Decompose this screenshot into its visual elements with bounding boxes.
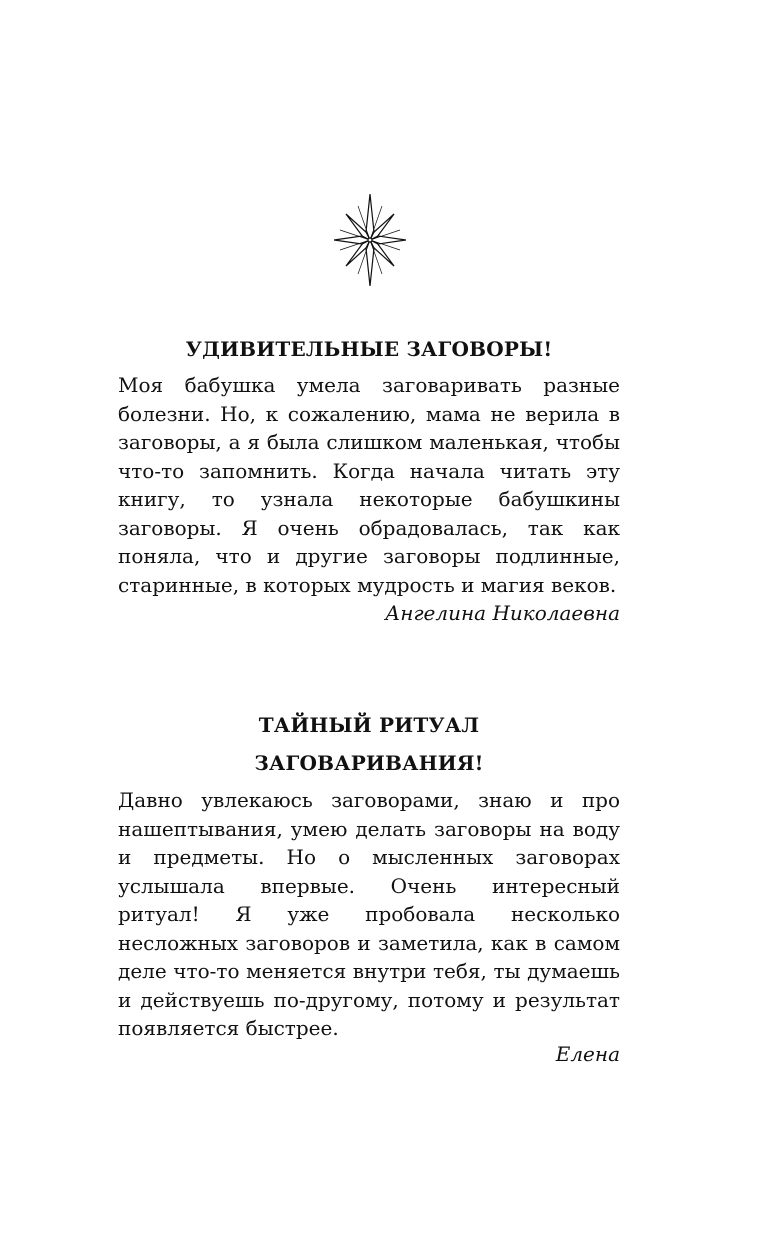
review-author: Елена [555,1042,620,1066]
review-title-line: ТАЙНЫЙ РИТУАЛ [258,713,480,737]
eight-point-star-icon [334,194,406,286]
review-text: Давно увлекаюсь заговорами, знаю и про нашептывания, умею делать заговоры на воду и предметы. Но о мысленных заговорах услышала впервые. Очень интересный ритуал! Я уже пробовала несколько несложных заговоров и заметила, как в самом деле что-то меняется внутри тебя, ты думаешь и действуешь по-другому, потому и результат появляется быстрее. [118,788,620,1040]
book-page [118,0,620,1241]
review-title-line: ЗАГОВАРИВАНИЯ! [254,751,484,775]
review-author: Ангелина Николаевна [385,601,620,625]
review-title [118,706,620,782]
review-text: Моя бабушка умела заговаривать разные болезни. Но, к сожалению, мама не верила в заговоры, а я была слишком маленькая, чтобы что-то запомнить. Когда начала читать эту книгу, то узнала некоторые бабушкины заговоры. Я очень обрадовалась, так как поняла, что и другие заговоры подлинные, старинные, в которых мудрость и магия веков. [118,373,620,597]
review-title [118,330,620,368]
review-title-line: УДИВИТЕЛЬНЫЕ ЗАГОВОРЫ! [185,337,553,361]
